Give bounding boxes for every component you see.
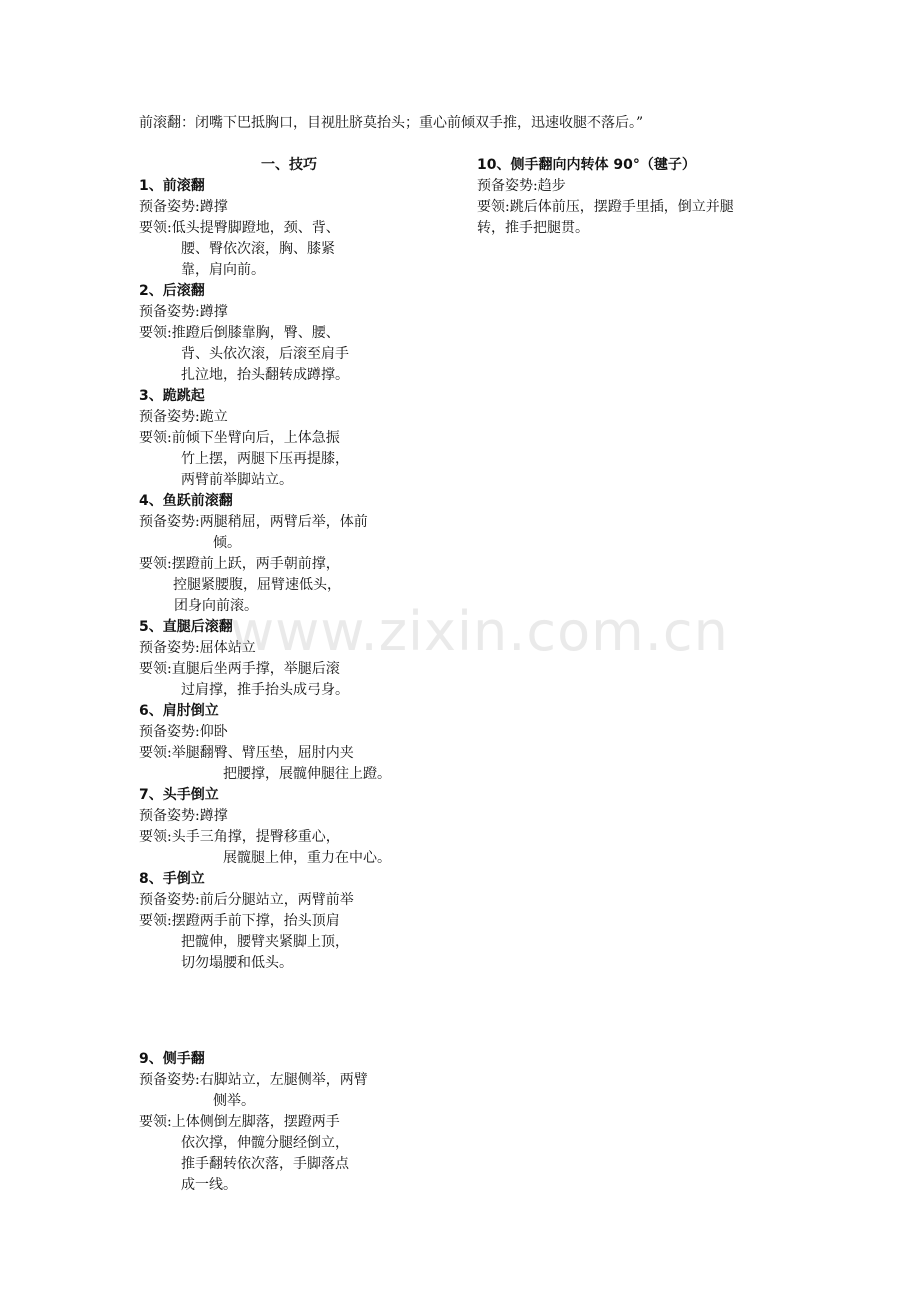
left-column (139, 155, 439, 1196)
item-title: 3、跪跳起 (139, 388, 205, 404)
item-title: 2、后滚翻 (139, 283, 205, 299)
item-key: 把腰撑，展髋伸腿往上蹬。 (223, 766, 391, 782)
item-key: 要领:上体侧倒左脚落，摆蹬两手 (139, 1114, 340, 1130)
item-key: 展髋腿上伸，重力在中心。 (223, 850, 391, 866)
item-key: 两臂前举脚站立。 (181, 472, 293, 488)
item-key: 要领:推蹬后倒膝靠胸，臀、腰、 (139, 325, 340, 341)
item-prep: 预备姿势:跪立 (139, 409, 228, 425)
item-key: 要领:头手三角撑，提臀移重心， (139, 829, 340, 845)
spacer (139, 1026, 439, 1049)
item-prep: 预备姿势:屈体站立 (139, 640, 256, 656)
item-key: 团身向前滚。 (174, 598, 258, 614)
item-prep: 预备姿势:右脚站立，左腿侧举，两臂 (139, 1072, 368, 1088)
item-key: 扎泣地，抬头翻转成蹲撑。 (181, 367, 349, 383)
item-key: 推手翻转依次落，手脚落点 (181, 1156, 349, 1172)
item-prep: 预备姿势:蹲撑 (139, 304, 228, 320)
item-title: 6、肩肘倒立 (139, 703, 219, 719)
item-key: 要领:跳后体前压，摆蹬手里插，倒立并腿 (477, 199, 734, 215)
item-title: 8、手倒立 (139, 871, 205, 887)
item-title: 5、直腿后滚翻 (139, 619, 233, 635)
item-key: 过肩撑，推手抬头成弓身。 (181, 682, 349, 698)
item-prep: 预备姿势:两腿稍屈，两臂后举，体前 (139, 514, 368, 530)
watermark: www.zixin.com.cn (230, 600, 729, 663)
item-key: 要领:摆蹬两手前下撑，抬头顶肩 (139, 913, 340, 929)
item-key: 背、头依次滚，后滚至肩手 (181, 346, 349, 362)
item-title: 4、鱼跃前滚翻 (139, 493, 233, 509)
item-prep: 倾。 (213, 535, 241, 551)
item-prep: 预备姿势:仰卧 (139, 724, 228, 740)
spacer (139, 974, 439, 1026)
item-key: 要领:举腿翻臀、臂压垫，屈肘内夹 (139, 745, 354, 761)
item-title: 7、头手倒立 (139, 787, 219, 803)
item-key: 依次撑，伸髋分腿经倒立， (181, 1135, 349, 1151)
intro-line: 前滚翻：闭嘴下巴抵胸口，目视肚脐莫抬头；重心前倾双手推，迅速收腿不落后。” (139, 115, 644, 131)
right-column (477, 155, 797, 239)
item-prep: 预备姿势:蹲撑 (139, 199, 228, 215)
item-key: 要领:低头提臀脚蹬地，颈、背、 (139, 220, 340, 236)
item-prep: 预备姿势:前后分腿站立，两臂前举 (139, 892, 354, 908)
item-title: 9、侧手翻 (139, 1051, 205, 1067)
item-key: 要领:前倾下坐臂向后，上体急振 (139, 430, 340, 446)
item-key: 切勿塌腰和低头。 (181, 955, 293, 971)
item-prep: 预备姿势:趋步 (477, 178, 566, 194)
item-key: 腰、臀依次滚，胸、膝紧 (181, 241, 335, 257)
item-key: 要领:直腿后坐两手撑，举腿后滚 (139, 661, 340, 677)
section-title: 一、技巧 (261, 157, 317, 173)
item-key: 成一线。 (181, 1177, 237, 1193)
item-key: 控腿紧腰腹，屈臂速低头， (173, 577, 341, 593)
item-prep: 侧举。 (213, 1093, 255, 1109)
item-key: 把髋伸，腰臂夹紧脚上顶， (181, 934, 349, 950)
item-key: 转，推手把腿贯。 (477, 220, 589, 236)
item-key: 竹上摆，两腿下压再提膝， (181, 451, 349, 467)
item-key: 靠，肩向前。 (181, 262, 265, 278)
item-prep: 预备姿势:蹲撑 (139, 808, 228, 824)
item-title: 1、前滚翻 (139, 178, 205, 194)
item-key: 要领:摆蹬前上跃，两手朝前撑， (139, 556, 340, 572)
item-title: 10、侧手翻向内转体 90°（毽子） (477, 157, 696, 173)
